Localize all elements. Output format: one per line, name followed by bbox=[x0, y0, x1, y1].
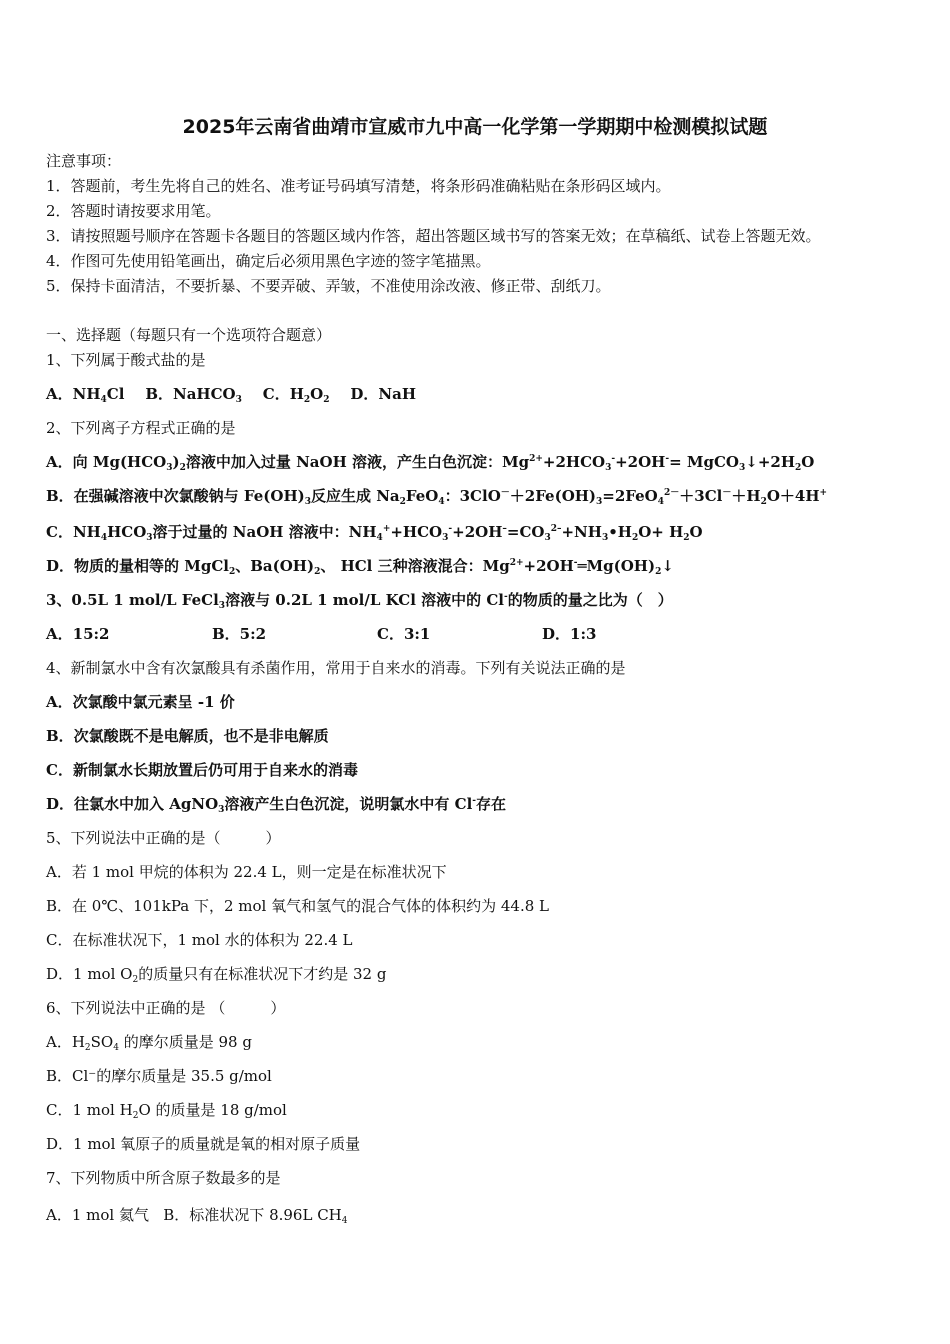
notice-item: 1．答题前，考生先将自己的姓名、准考证号码填写清楚，将条形码准确粘贴在条形码区域内。 bbox=[46, 177, 671, 195]
option-c[interactable]: C．1 mol $H_2O$ 的质量是 18 g/mol bbox=[46, 1101, 287, 1121]
question-1-options bbox=[46, 384, 416, 404]
question-2-stem: 2、下列离子方程式正确的是 bbox=[46, 419, 236, 437]
option-d[interactable]: D．1 mol 氧原子的质量就是氧的相对原子质量 bbox=[46, 1135, 361, 1153]
option-b[interactable]: B．次氯酸既不是电解质，也不是非电解质 bbox=[46, 727, 329, 745]
option-a[interactable]: A．若 1 mol 甲烷的体积为 22.4 L，则一定是在标准状况下 bbox=[46, 863, 447, 881]
option-b[interactable]: B．Cl⁻的摩尔质量是 35.5 g/mol bbox=[46, 1067, 272, 1085]
option-c[interactable]: C．$H_2O_2$ bbox=[262, 385, 330, 405]
question-5-stem: 5、下列说法中正确的是（ ） bbox=[46, 829, 281, 847]
notice-item: 2．答题时请按要求用笔。 bbox=[46, 202, 221, 220]
option-a[interactable]: A．15:2 bbox=[46, 625, 110, 643]
option-c[interactable]: C．$NH_4HCO_3$溶于过量的 NaOH 溶液中：$NH_4^++HCO_3^-+2OH^-=CO_3^{2-}+NH_3•H_2O+ H_2O$ bbox=[46, 523, 703, 543]
option-b[interactable]: B．在强碱溶液中次氯酸钠与 $Fe(OH)_3$反应生成 $Na_2FeO_4$：$3ClO^-+2Fe(OH)_3=2FeO_4^{2-}+3Cl^-+H_2O+4H^+$ bbox=[46, 487, 828, 507]
notice-item: 4．作图可先使用铅笔画出，确定后必须用黑色字迹的签字笔描黑。 bbox=[46, 252, 491, 270]
option-b[interactable]: B．5:2 bbox=[212, 625, 267, 643]
option-d[interactable]: D．1:3 bbox=[542, 625, 597, 643]
option-c[interactable]: C．新制氯水长期放置后仍可用于自来水的消毒 bbox=[46, 761, 358, 779]
option-c[interactable]: C．在标准状况下，1 mol 水的体积为 22.4 L bbox=[46, 931, 353, 949]
question-1-stem: 1、下列属于酸式盐的是 bbox=[46, 351, 206, 369]
option-b[interactable]: B．NaHCO$_3$ bbox=[145, 385, 242, 405]
question-4-stem: 4、新制氯水中含有次氯酸具有杀菌作用，常用于自来水的消毒。下列有关说法正确的是 bbox=[46, 659, 626, 677]
option-d[interactable]: D．1 mol $O_2$的质量只有在标准状况下才约是 32 g bbox=[46, 965, 387, 985]
option-b[interactable]: B．标准状况下 8.96L $CH_4$ bbox=[163, 1206, 348, 1226]
option-a[interactable]: A．$H_2SO_4$ 的摩尔质量是 98 g bbox=[46, 1033, 252, 1053]
option-d[interactable]: D．NaH bbox=[350, 385, 417, 403]
notice-item: 5．保持卡面清洁，不要折暴、不要弄破、弄皱，不准使用涂改液、修正带、刮纸刀。 bbox=[46, 277, 611, 295]
page-title: 2025年云南省曲靖市宣威市九中高一化学第一学期期中检测模拟试题 bbox=[182, 116, 768, 138]
option-a[interactable]: A．1 mol 氦气 bbox=[46, 1206, 149, 1224]
option-c[interactable]: C．3:1 bbox=[377, 625, 431, 643]
option-a[interactable]: A．$NH_4Cl$ bbox=[46, 385, 125, 405]
option-d[interactable]: D．物质的量相等的 MgCl$_2$、$Ba(OH)_2$、 HCl 三种溶液混合：$Mg^{2+}+2OH^-═Mg(OH)_2↓$ bbox=[46, 557, 674, 577]
section-heading: 一、选择题（每题只有一个选项符合题意） bbox=[46, 326, 332, 344]
question-7-stem: 7、下列物质中所含原子数最多的是 bbox=[46, 1169, 281, 1187]
notice-heading: 注意事项： bbox=[46, 152, 122, 170]
option-a[interactable]: A．次氯酸中氯元素呈 -1 价 bbox=[46, 693, 235, 711]
notice-item: 3．请按照题号顺序在答题卡各题目的答题区域内作答，超出答题区域书写的答案无效；在草稿纸、试卷上答题无效。 bbox=[46, 227, 821, 245]
question-3-stem: 3、0.5L 1 mol/L FeCl$_3$溶液与 0.2L 1 mol/L KCl 溶液中的 Cl-的物质的量之比为（ ） bbox=[46, 591, 673, 611]
question-7-options bbox=[46, 1205, 348, 1225]
question-6-stem: 6、下列说法中正确的是 （ ） bbox=[46, 999, 286, 1017]
option-a[interactable]: A．向 $Mg(HCO_3)_2$溶液中加入过量 NaOH 溶液，产生白色沉淀：$Mg^{2+}+2HCO_3^-+2OH^-=$ $MgCO_3↓+2H_2O$ bbox=[46, 453, 815, 473]
option-b[interactable]: B．在 0℃、101kPa 下，2 mol 氧气和氢气的混合气体的体积约为 44.8 L bbox=[46, 897, 549, 915]
option-d[interactable]: D．往氯水中加入 AgNO$_3$溶液产生白色沉淀，说明氯水中有 Cl-存在 bbox=[46, 795, 507, 815]
